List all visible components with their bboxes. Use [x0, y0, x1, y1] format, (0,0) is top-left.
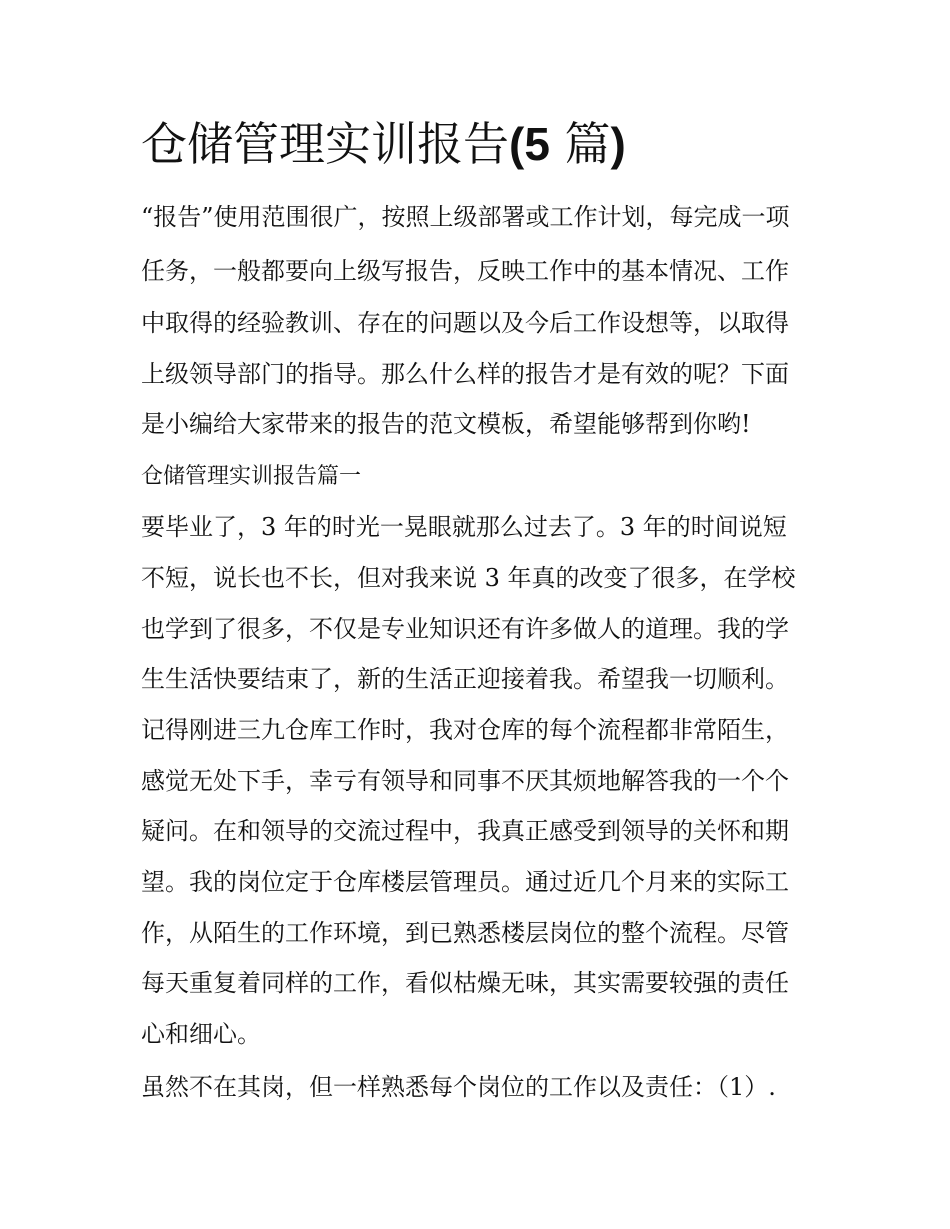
section-heading: 仓储管理实训报告篇一 — [141, 464, 362, 489]
body-line: 作，从陌生的工作环境，到已熟悉楼层岗位的整个流程。尽管 — [141, 919, 789, 947]
body-line: 生生活快要结束了，新的生活正迎接着我。希望我一切顺利。 — [141, 665, 789, 693]
body-line: 记得刚进三九仓库工作时，我对仓库的每个流程都非常陌生， — [141, 716, 789, 744]
body-line: 任务，一般都要向上级写报告，反映工作中的基本情况、工作 — [141, 257, 789, 285]
body-line: 每天重复着同样的工作，看似枯燥无味，其实需要较强的责任 — [141, 969, 789, 997]
body-line: 要毕业了，3 年的时光一晃眼就那么过去了。3 年的时间说短 — [141, 513, 787, 541]
title-word: 篇 — [564, 117, 611, 171]
body-line: “报告”使用范围很广，按照上级部署或工作计划，每完成一项 — [141, 203, 790, 231]
body-line: 望。我的岗位定于仓库楼层管理员。通过近几个月来的实际工 — [141, 868, 789, 896]
body-line: 不短，说长也不长，但对我来说 3 年真的改变了很多，在学校 — [141, 564, 796, 592]
document-title — [141, 112, 626, 176]
body-line: 也学到了很多，不仅是专业知识还有许多做人的道理。我的学 — [141, 615, 789, 643]
body-line: 上级领导部门的指导。那么什么样的报告才是有效的呢？下面 — [141, 360, 789, 388]
body-line: 疑问。在和领导的交流过程中，我真正感受到领导的关怀和期 — [141, 817, 789, 845]
title-main: 仓储管理实训报告 — [141, 117, 509, 171]
title-suffix: (5 — [509, 118, 550, 170]
body-line: 感觉无处下手，幸亏有领导和同事不厌其烦地解答我的一个个 — [141, 767, 789, 795]
body-line: 中取得的经验教训、存在的问题以及今后工作设想等，以取得 — [141, 309, 789, 337]
title-close: ) — [610, 118, 626, 170]
body-line: 心和细心。 — [141, 1020, 261, 1048]
body-line: 是小编给大家带来的报告的范文模板，希望能够帮到你哟! — [141, 410, 751, 438]
body-line: 虽然不在其岗，但一样熟悉每个岗位的工作以及责任：（1）. — [141, 1073, 776, 1101]
